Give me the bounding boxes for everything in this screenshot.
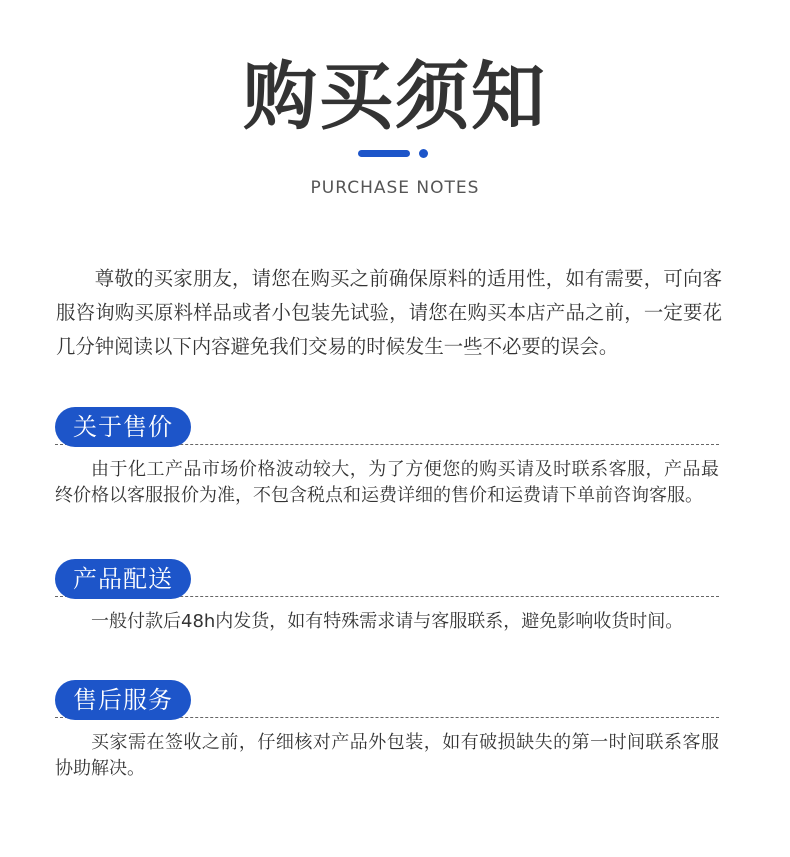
section-delivery	[55, 559, 719, 635]
section-badge-delivery: 产品配送	[55, 559, 191, 599]
section-badge-pricing: 关于售价	[55, 407, 191, 447]
section-text-after-sales: 买家需在签收之前，仔细核对产品外包装，如有破损缺失的第一时间联系客服协助解决。	[55, 732, 719, 779]
section-text-pricing: 由于化工产品市场价格波动较大，为了方便您的购买请及时联系客服，产品最终价格以客服报价为准，不包含税点和运费详细的售价和运费请下单前咨询客服。	[55, 459, 719, 506]
title-underline-bar	[358, 150, 410, 157]
section-text-delivery: 一般付款后48h内发货，如有特殊需求请与客服联系，避免影响收货时间。	[91, 611, 684, 632]
title-underline-dot	[419, 149, 428, 158]
section-after-sales	[55, 680, 719, 782]
section-badge-after-sales: 售后服务	[55, 680, 191, 720]
page-subtitle: PURCHASE NOTES	[310, 178, 480, 198]
section-pricing	[55, 407, 719, 509]
intro-paragraph: 尊敬的买家朋友，请您在购买之前确保原料的适用性，如有需要，可向客服咨询购买原料样品或者小包装先试验，请您在购买本店产品之前，一定要花几分钟阅读以下内容避免我们交易的时候发生一些不必要的误会。	[56, 267, 722, 358]
page-title: 购买须知	[243, 54, 547, 140]
